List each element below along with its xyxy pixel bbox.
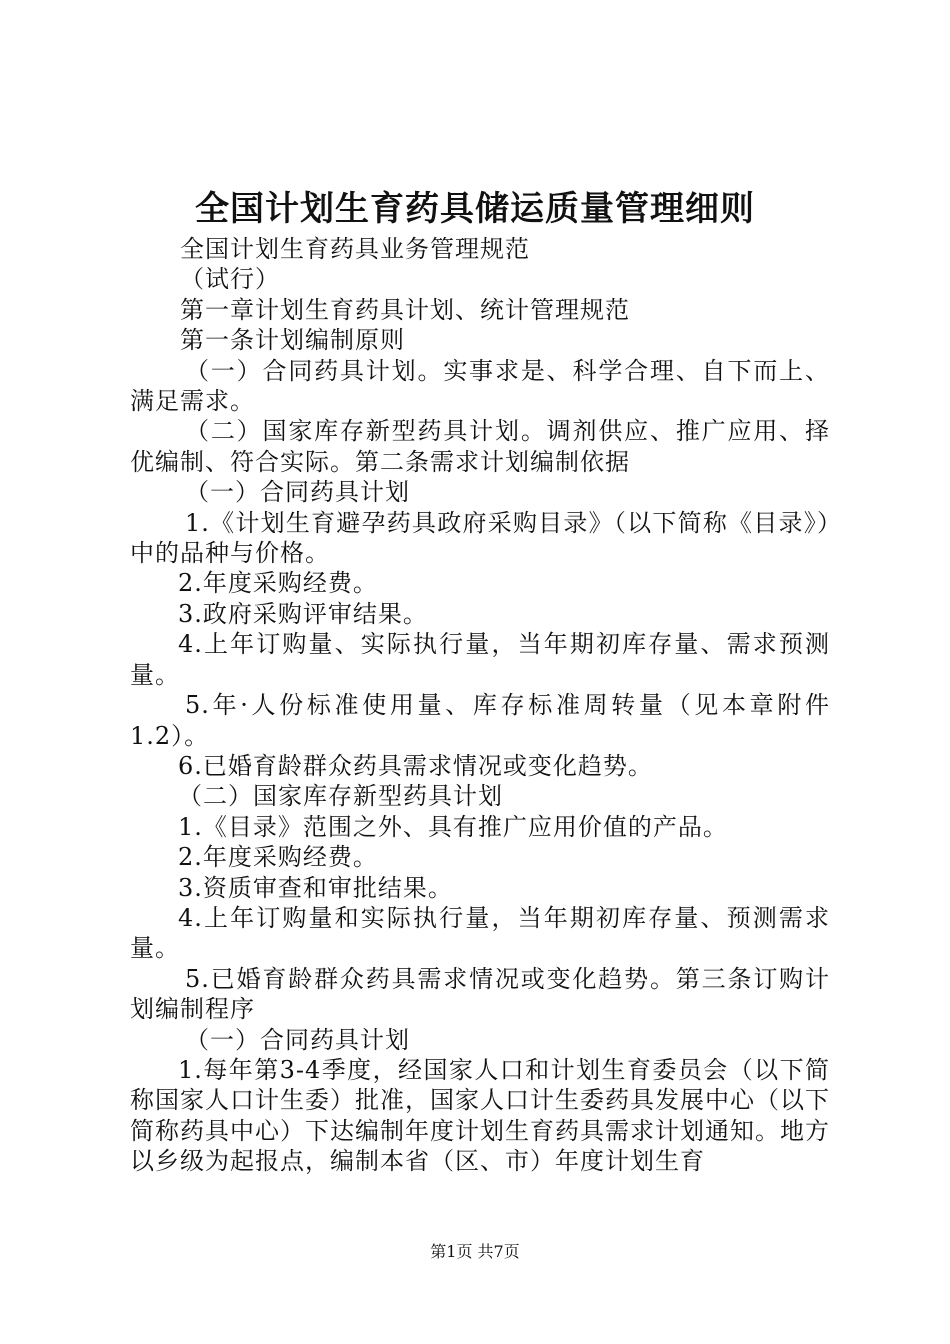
document-title: 全国计划生育药具储运质量管理细则 — [195, 189, 755, 229]
paragraph: （二）国家库存新型药具计划 — [178, 782, 503, 811]
paragraph: 4.上年订购量、实际执行量，当年期初库存量、需求预测量。 — [130, 630, 830, 689]
paragraph: 4.上年订购量和实际执行量，当年期初库存量、预测需求量。 — [130, 903, 830, 963]
document-body — [130, 234, 830, 1177]
paragraph: 1.《目录》范围之外、具有推广应用价值的产品。 — [178, 812, 728, 841]
paragraph: 1.《计划生育避孕药具政府采购目录》（以下简称《目录》）中的品种与价格。 — [130, 508, 830, 568]
paragraph: 3.政府采购评审结果。 — [178, 599, 428, 628]
paragraph: 第一章计划生育药具计划、统计管理规范 — [180, 295, 630, 324]
paragraph: 5.年·人份标准使用量、库存标准周转量（见本章附件1.2）。 — [130, 691, 830, 750]
page-footer: 第1页 共7页 — [430, 1242, 520, 1261]
paragraph: 第一条计划编制原则 — [180, 326, 405, 355]
paragraph: 2.年度采购经费。 — [178, 843, 378, 872]
paragraph: （一）合同药具计划。实事求是、科学合理、自下而上、满足需求。 — [130, 356, 830, 416]
paragraph: 5.已婚育龄群众药具需求情况或变化趋势。第三条订购计划编制程序 — [130, 964, 830, 1024]
paragraph: （一）合同药具计划 — [185, 478, 410, 507]
paragraph: 全国计划生育药具业务管理规范 — [180, 235, 530, 263]
paragraph: 1.每年第3-4季度，经国家人口和计划生育委员会（以下简称国家人口计生委）批准，国家人口计生委药具发展中心（以下简称药具中心）下达编制年度计划生育药具需求计划通知。地方以乡级为起报点，编制本省（区、市）年度计划生育 — [130, 1055, 830, 1176]
paragraph: （试行） — [180, 265, 280, 294]
paragraph: （一）合同药具计划 — [185, 1025, 410, 1054]
paragraph: 3.资质审查和审批结果。 — [178, 873, 453, 902]
paragraph: （二）国家库存新型药具计划。调剂供应、推广应用、择优编制、符合实际。第二条需求计划编制依据 — [130, 417, 830, 476]
paragraph: 2.年度采购经费。 — [178, 569, 378, 598]
paragraph: 6.已婚育龄群众药具需求情况或变化趋势。 — [178, 751, 653, 780]
